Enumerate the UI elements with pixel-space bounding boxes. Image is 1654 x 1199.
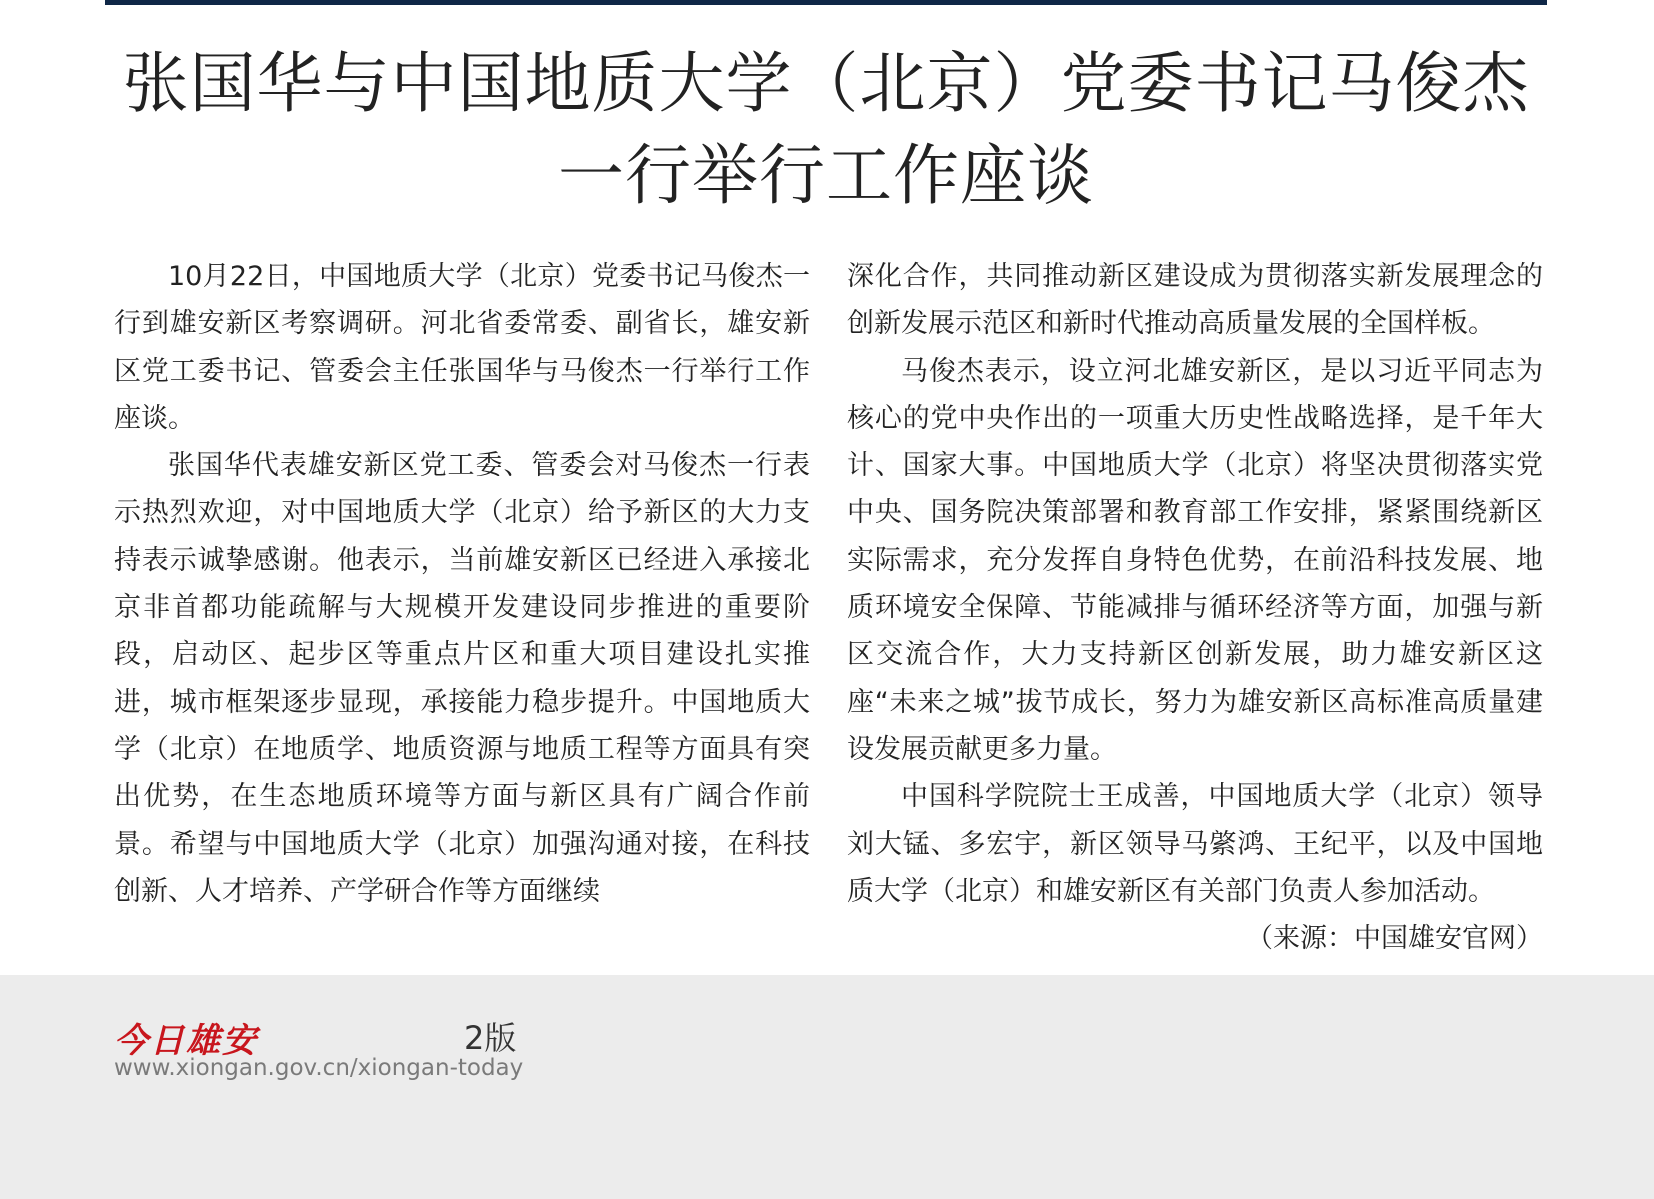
footer [0, 975, 1654, 1199]
article-body [114, 253, 1543, 955]
brand-logo: 今日雄安 [114, 1021, 258, 1061]
paragraph-continuation: 深化合作，共同推动新区建设成为贯彻落实新发展理念的创新发展示范区和新时代推动高质量发展的全国样板。 [847, 261, 1543, 340]
footer-url[interactable]: www.xiongan.gov.cn/xiongan-today [114, 1055, 524, 1081]
article-column-right [847, 253, 1543, 962]
source-credit: （来源：中国雄安官网） [1246, 923, 1543, 955]
page-title [105, 38, 1547, 222]
paragraph: 中国科学院院士王成善，中国地质大学（北京）领导刘大锰、多宏宇，新区领导马綮鸿、王纪平，以及中国地质大学（北京）和雄安新区有关部门负责人参加活动。 [847, 781, 1543, 907]
title-line-2: 一行举行工作座谈 [558, 137, 1094, 214]
article-column-left [114, 253, 810, 915]
paragraph: 马俊杰表示，设立河北雄安新区，是以习近平同志为核心的党中央作出的一项重大历史性战略选择，是千年大计、国家大事。中国地质大学（北京）将坚决贯彻落实党中央、国务院决策部署和教育部工作安排，紧紧围绕新区实际需求，充分发挥自身特色优势，在前沿科技发展、地质环境安全保障、节能减排与循环经济等方面，加强与新区交流合作，大力支持新区创新发展，助力雄安新区这座“未来之城”拔节成长，努力为雄安新区高标准高质量建设发展贡献更多力量。 [847, 355, 1543, 765]
paragraph: 10月22日，中国地质大学（北京）党委书记马俊杰一行到雄安新区考察调研。河北省委常委、副省长，雄安新区党工委书记、管委会主任张国华与马俊杰一行举行工作座谈。 [114, 261, 810, 434]
edition-label: 2版 [464, 1019, 517, 1057]
paragraph: 张国华代表雄安新区党工委、管委会对马俊杰一行表示热烈欢迎，对中国地质大学（北京）给予新区的大力支持表示诚挚感谢。他表示，当前雄安新区已经进入承接北京非首都功能疏解与大规模开发建设同步推进的重要阶段，启动区、起步区等重点片区和重大项目建设扎实推进，城市框架逐步显现，承接能力稳步提升。中国地质大学（北京）在地质学、地质资源与地质工程等方面具有突出优势，在生态地质环境等方面与新区具有广阔合作前景。希望与中国地质大学（北京）加强沟通对接，在科技创新、人才培养、产学研合作等方面继续 [114, 450, 810, 907]
top-rule [105, 0, 1547, 5]
title-line-1: 张国华与中国地质大学（北京）党委书记马俊杰 [122, 45, 1530, 122]
